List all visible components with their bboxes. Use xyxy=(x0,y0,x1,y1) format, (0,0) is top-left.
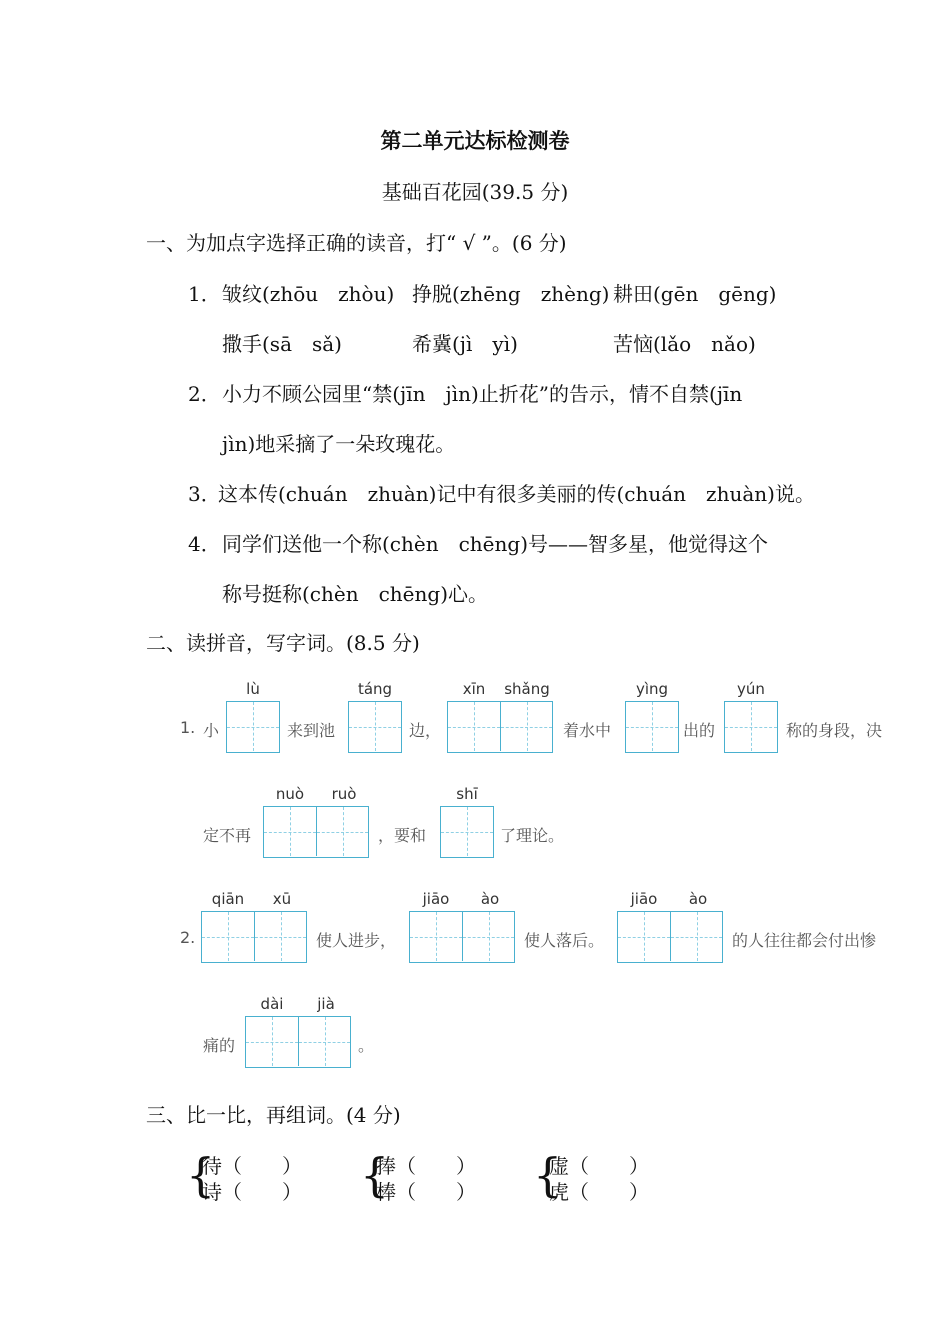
r3-pinyin-2b: ào xyxy=(480,890,500,908)
r1-writing-grid-2[interactable] xyxy=(348,701,402,753)
r2-text-3: 了理论。 xyxy=(500,826,565,845)
r3-writing-grid-1[interactable] xyxy=(201,911,307,963)
page-title: 第二单元达标检测卷 xyxy=(380,128,570,153)
r1-writing-grid-5[interactable] xyxy=(724,701,778,753)
q1-item-c: 耕田(gēn gēng) xyxy=(613,282,777,306)
r1-text-4: 着水中 xyxy=(563,721,612,740)
brace-1: { xyxy=(186,1148,216,1202)
q4-line-1: 同学们送他一个称(chèn chēng)号——智多星，他觉得这个 xyxy=(222,532,769,556)
q3-number: 3． xyxy=(188,482,221,506)
q2-number: 2． xyxy=(188,382,221,406)
r1-pinyin-5: yún xyxy=(737,680,765,698)
section-1-heading: 一、为加点字选择正确的读音，打“ √ ”。(6 分) xyxy=(146,231,567,255)
r1-pinyin-4: yìng xyxy=(635,680,669,698)
compare-2b: 棒（ ） xyxy=(376,1180,476,1204)
r4-pinyin-1a: dài xyxy=(260,995,284,1013)
r3-pinyin-3a: jiāo xyxy=(630,890,658,908)
r3-pinyin-3b: ào xyxy=(688,890,708,908)
r3-text-2: 使人落后。 xyxy=(524,931,605,950)
r4-text-2: 。 xyxy=(358,1036,375,1055)
q1-item-e: 希冀(jì yì) xyxy=(412,332,518,356)
r1-number: 1. xyxy=(180,718,196,737)
r1-writing-grid-3[interactable] xyxy=(447,701,553,753)
section-3-heading: 三、比一比，再组词。(4 分) xyxy=(146,1103,401,1127)
r1-pinyin-1: lù xyxy=(246,680,260,698)
r4-text-1: 痛的 xyxy=(203,1036,236,1055)
q4-line-2: 称号挺称(chèn chēng)心。 xyxy=(222,582,489,606)
r1-pinyin-3a: xīn xyxy=(462,680,486,698)
brace-3: { xyxy=(533,1148,563,1202)
r2-pinyin-1b: ruò xyxy=(331,785,357,803)
r1-text-3: 边， xyxy=(409,721,442,740)
compare-3b: 虎（ ） xyxy=(549,1180,649,1204)
r3-pinyin-2a: jiāo xyxy=(422,890,450,908)
compare-1b: 诗（ ） xyxy=(202,1180,302,1204)
r1-pinyin-3b: shǎng xyxy=(504,680,550,698)
r4-writing-grid-1[interactable] xyxy=(245,1016,351,1068)
r2-text-2: ，要和 xyxy=(378,826,427,845)
r2-writing-grid-2[interactable] xyxy=(440,806,494,858)
r1-pinyin-2: táng xyxy=(357,680,393,698)
r3-pinyin-1b: xū xyxy=(272,890,292,908)
r1-text-2: 来到池 xyxy=(287,721,336,740)
r3-text-3: 的人往往都会付出惨 xyxy=(732,931,877,950)
r1-text-1: 小 xyxy=(203,721,220,740)
section-subtitle: 基础百花园(39.5 分) xyxy=(381,180,569,204)
section-2-heading: 二、读拼音，写字词。(8.5 分) xyxy=(146,631,420,655)
brace-2: { xyxy=(360,1148,390,1202)
r1-text-5: 出的 xyxy=(683,721,716,740)
q1-item-b: 挣脱(zhēng zhèng) xyxy=(412,282,610,306)
r2-text-1: 定不再 xyxy=(203,826,252,845)
q1-item-d: 撒手(sā sǎ) xyxy=(222,332,342,356)
q1-number: 1． xyxy=(188,282,221,306)
q3-line-1: 这本传(chuán zhuàn)记中有很多美丽的传(chuán zhuàn)说。 xyxy=(218,482,815,506)
r2-pinyin-1a: nuò xyxy=(275,785,305,803)
r3-writing-grid-2[interactable] xyxy=(409,911,515,963)
q1-item-a: 皱纹(zhōu zhòu) xyxy=(222,282,395,306)
q2-line-2: jìn)地采摘了一朵玫瑰花。 xyxy=(222,432,456,456)
r1-writing-grid-4[interactable] xyxy=(625,701,679,753)
q4-number: 4． xyxy=(188,532,221,556)
compare-1a: 待（ ） xyxy=(202,1154,302,1178)
r3-text-1: 使人进步， xyxy=(316,931,397,950)
r3-number: 2. xyxy=(180,928,196,947)
q2-line-1: 小力不顾公园里“禁(jīn jìn)止折花”的告示，情不自禁(jīn xyxy=(222,382,743,406)
r3-writing-grid-3[interactable] xyxy=(617,911,723,963)
r1-text-6: 称的身段，决 xyxy=(786,721,883,740)
r2-writing-grid-1[interactable] xyxy=(263,806,369,858)
r1-writing-grid-1[interactable] xyxy=(226,701,280,753)
r4-pinyin-1b: jià xyxy=(317,995,335,1013)
compare-3a: 虚（ ） xyxy=(549,1154,649,1178)
r2-pinyin-2: shī xyxy=(456,785,478,803)
r3-pinyin-1a: qiān xyxy=(211,890,245,908)
q1-item-f: 苦恼(lǎo nǎo) xyxy=(613,332,756,356)
compare-2a: 捧（ ） xyxy=(376,1154,476,1178)
